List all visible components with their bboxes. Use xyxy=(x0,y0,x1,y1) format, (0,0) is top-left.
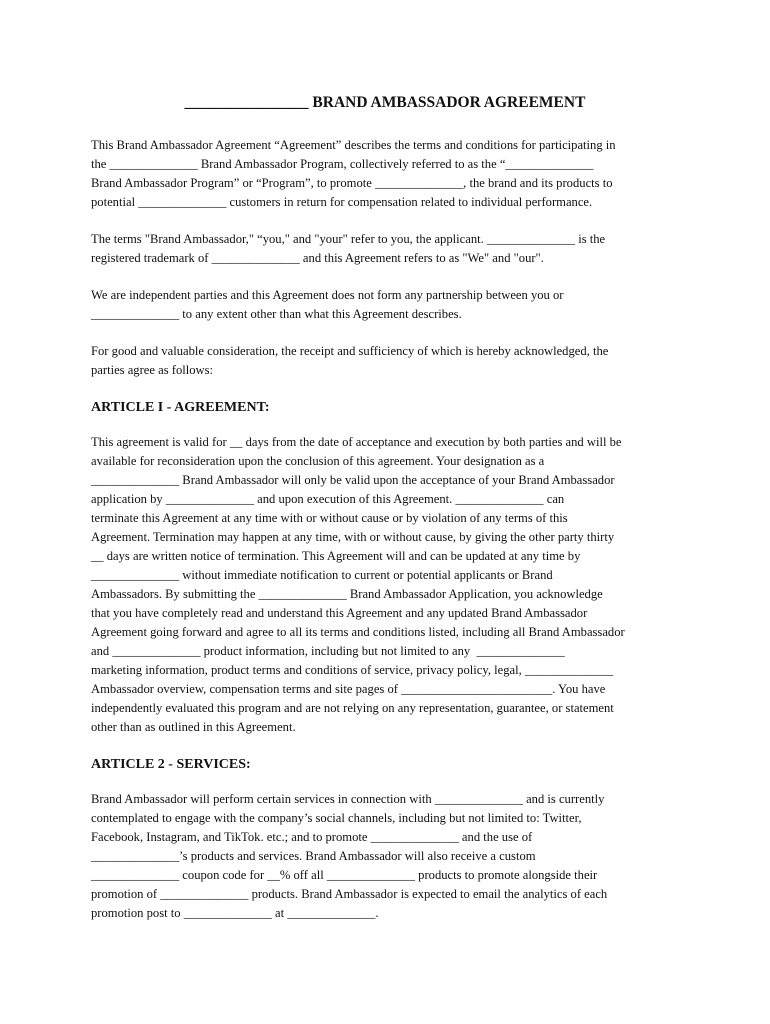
intro-paragraph-4 xyxy=(91,342,691,380)
text-line: We are independent parties and this Agreement does not form any partnership between you or xyxy=(91,288,564,302)
text-line: independently evaluated this program and are not relying on any representation, guarantee, or statement xyxy=(91,701,614,715)
text-line: ______________ Brand Ambassador will only be valid upon the acceptance of your Brand Ambassador xyxy=(91,473,615,487)
text-line: registered trademark of ______________ and this Agreement refers to as "We" and "our". xyxy=(91,251,544,265)
text-line: potential ______________ customers in return for compensation related to individual performance. xyxy=(91,195,593,209)
text-line: __ days are written notice of termination. This Agreement will and can be updated at any time by xyxy=(91,549,581,563)
text-line: the ______________ Brand Ambassador Program, collectively referred to as the “______________ xyxy=(91,157,594,171)
text-line: Brand Ambassador will perform certain services in connection with ______________ and is currently xyxy=(91,792,605,806)
article-2-paragraph xyxy=(91,790,691,923)
article-2-heading: ARTICLE 2 - SERVICES: xyxy=(91,757,251,772)
text-line: Agreement going forward and agree to all its terms and conditions listed, including all Brand Ambassador xyxy=(91,625,625,639)
text-line: contemplated to engage with the company’s social channels, including but not limited to: Twitter, xyxy=(91,811,582,825)
article-1-heading: ARTICLE I - AGREEMENT: xyxy=(91,400,270,415)
text-line: Brand Ambassador Program” or “Program”, to promote ______________, the brand and its products to xyxy=(91,176,613,190)
text-line: Facebook, Instagram, and TikTok. etc.; and to promote ______________ and the use of xyxy=(91,830,533,844)
text-line: application by ______________ and upon execution of this Agreement. ______________ can xyxy=(91,492,565,506)
document-body xyxy=(91,136,691,941)
text-line: parties agree as follows: xyxy=(91,363,214,377)
text-line: that you have completely read and understand this Agreement and any updated Brand Ambassador xyxy=(91,606,588,620)
text-line: This Brand Ambassador Agreement “Agreement” describes the terms and conditions for participating in xyxy=(91,138,616,152)
text-line: Ambassadors. By submitting the ______________ Brand Ambassador Application, you acknowledge xyxy=(91,587,603,601)
text-line: marketing information, product terms and conditions of service, privacy policy, legal, ______________ xyxy=(91,663,614,677)
text-line: terminate this Agreement at any time with or without cause or by violation of any terms of this xyxy=(91,511,568,525)
text-line: ______________ to any extent other than what this Agreement describes. xyxy=(91,307,462,321)
text-line: available for reconsideration upon the conclusion of this agreement. Your designation as a xyxy=(91,454,545,468)
text-line: This agreement is valid for __ days from the date of acceptance and execution by both parties and will be xyxy=(91,435,622,449)
text-line: and ______________ product information, including but not limited to any ______________ xyxy=(91,644,565,658)
text-line: promotion post to ______________ at ______________. xyxy=(91,906,379,920)
article-1-paragraph xyxy=(91,433,691,737)
document-title: ________________ BRAND AMBASSADOR AGREEMENT xyxy=(184,94,586,111)
text-line: ______________ without immediate notification to current or potential applicants or Brand xyxy=(91,568,553,582)
text-line: Ambassador overview, compensation terms and site pages of ________________________. You have xyxy=(91,682,606,696)
text-line: For good and valuable consideration, the receipt and sufficiency of which is hereby acknowledged, the xyxy=(91,344,609,358)
intro-paragraph-1 xyxy=(91,136,691,212)
text-line: promotion of ______________ products. Brand Ambassador is expected to email the analytics of each xyxy=(91,887,608,901)
intro-paragraph-2 xyxy=(91,230,691,268)
text-line: ______________’s products and services. Brand Ambassador will also receive a custom xyxy=(91,849,536,863)
text-line: The terms "Brand Ambassador," “you," and "your" refer to you, the applicant. ______________ is the xyxy=(91,232,606,246)
text-line: other than as outlined in this Agreement. xyxy=(91,720,296,734)
intro-paragraph-3 xyxy=(91,286,691,324)
text-line: ______________ coupon code for __% off all ______________ products to promote alongside their xyxy=(91,868,598,882)
text-line: Agreement. Termination may happen at any time, with or without cause, by giving the other party thirty xyxy=(91,530,615,544)
